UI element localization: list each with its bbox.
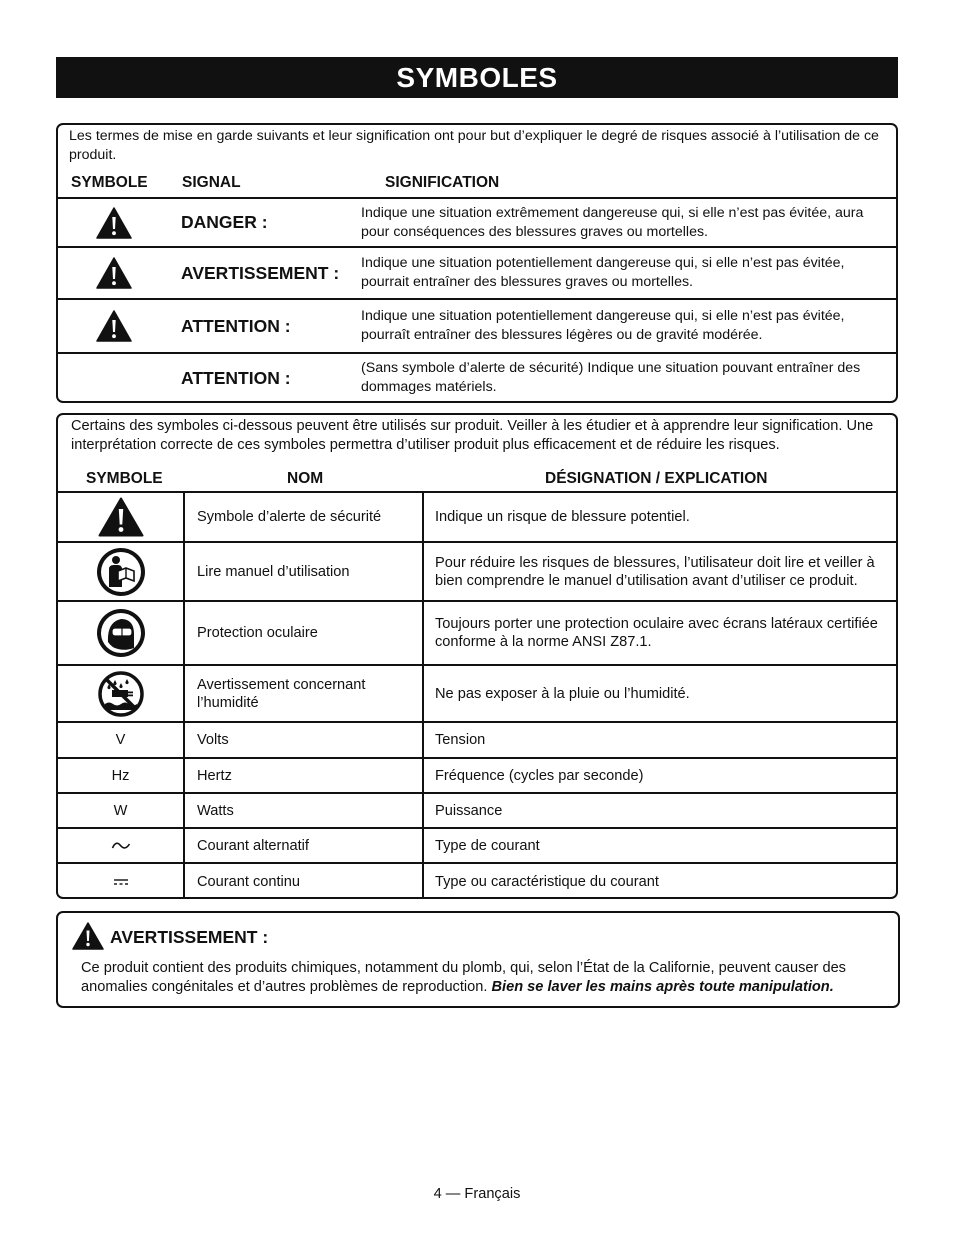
- symbols-box: [56, 413, 898, 899]
- signal-label: DANGER :: [181, 212, 268, 232]
- page-footer: 4 — Français: [433, 1186, 521, 1202]
- symbol-name: Courant alternatif: [197, 837, 309, 854]
- signal-row-danger: [58, 199, 896, 246]
- symbol-row: [58, 602, 896, 664]
- warning-emphasis: Bien se laver les mains après toute manipulation.: [491, 979, 834, 995]
- symbol-designation: Indique un risque de blessure potentiel.: [435, 509, 690, 525]
- signal-label: AVERTISSEMENT :: [181, 262, 340, 283]
- alert-triangle-icon: [98, 497, 144, 537]
- signal-words-intro: Les termes de mise en garde suivants et leur signification ont pour but d’expliquer le degré de risques associé à l’utilisation de ce produit.: [69, 128, 879, 163]
- alert-triangle-icon: [96, 310, 132, 342]
- symbol-row: [58, 864, 896, 899]
- watts-symbol: W: [113, 802, 128, 819]
- header-signification: SIGNIFICATION: [385, 174, 500, 191]
- alert-triangle-icon: [96, 257, 132, 289]
- signal-row-attention: [58, 300, 896, 352]
- symbol-designation: Toujours porter une protection oculaire avec écrans latéraux certifiée conforme à la norme ANSI Z87.1.: [435, 616, 878, 650]
- hertz-symbol: Hz: [111, 767, 130, 784]
- symbol-designation: Puissance: [435, 802, 503, 819]
- symbol-designation: Type de courant: [435, 837, 540, 854]
- signal-row-avertissement: [58, 248, 896, 298]
- symbol-name: Watts: [197, 802, 234, 819]
- signal-label: ATTENTION :: [181, 367, 291, 388]
- signal-meaning: Indique une situation potentiellement dangereuse qui, si elle n’est pas évitée, pourraît entraîner des blessures légères ou de gravité modérée.: [361, 308, 845, 343]
- warning-text: [81, 959, 893, 997]
- symbol-row: [58, 666, 896, 721]
- header-symbole: SYMBOLE: [86, 470, 163, 487]
- alternating-current-icon: [111, 839, 131, 853]
- header-symbole: SYMBOLE: [71, 174, 148, 191]
- symbol-row: [58, 493, 896, 541]
- symbol-row: [58, 759, 896, 792]
- signal-meaning: (Sans symbole d’alerte de sécurité) Indique une situation pouvant entraîner des dommages matériels.: [361, 360, 861, 395]
- symbol-name: Protection oculaire: [197, 625, 318, 641]
- symbol-row: [58, 543, 896, 600]
- no-wet-conditions-icon: [97, 670, 145, 718]
- volts-symbol: V: [115, 732, 126, 748]
- eye-protection-icon: [96, 608, 146, 658]
- signal-meaning: Indique une situation extrêmement dangereuse qui, si elle n’est pas évitée, aura pour conséquences des blessures graves ou mortelles.: [361, 204, 864, 240]
- symbol-name: Courant continu: [197, 873, 301, 890]
- header-signal: SIGNAL: [182, 174, 241, 191]
- symbol-designation: Pour réduire les risques de blessures, l’utilisateur doit lire et veiller à bien comprendre le manuel d’utilisation avant d’utiliser ce produit.: [435, 554, 875, 589]
- symbol-name: Lire manuel d’utilisation: [197, 563, 350, 580]
- symbol-row: [58, 794, 896, 827]
- warning-box: [56, 911, 900, 1008]
- symbol-designation: Tension: [435, 732, 486, 748]
- symbol-name: Symbole d’alerte de sécurité: [197, 509, 382, 525]
- symbol-designation: Ne pas exposer à la pluie ou l’humidité.: [435, 685, 690, 702]
- alert-triangle-icon: [96, 207, 132, 239]
- read-manual-icon: [96, 547, 146, 597]
- signal-words-box: [56, 123, 898, 403]
- symbol-name: Avertissement concernant l’humidité: [197, 676, 366, 711]
- symbol-name: Volts: [197, 732, 229, 748]
- signal-row-attention-no-symbol: [58, 354, 896, 402]
- symbol-row: [58, 723, 896, 757]
- warning-title: AVERTISSEMENT :: [110, 927, 269, 947]
- signal-label: ATTENTION :: [181, 315, 291, 336]
- header-nom: NOM: [287, 470, 324, 487]
- signal-meaning: Indique une situation potentiellement dangereuse qui, si elle n’est pas évitée, pourrait entraîner des blessures graves ou mortelles.: [361, 255, 845, 290]
- alert-triangle-icon: [72, 922, 104, 950]
- direct-current-icon: [113, 877, 129, 887]
- symbol-name: Hertz: [197, 767, 232, 784]
- page-title: SYMBOLES: [56, 57, 898, 98]
- header-designation: DÉSIGNATION / EXPLICATION: [545, 470, 768, 487]
- symbol-row: [58, 829, 896, 862]
- symbol-designation: Type ou caractéristique du courant: [435, 873, 659, 890]
- warning-body: Ce produit contient des produits chimiques, notamment du plomb, qui, selon l’État de la Californie, peuvent causer des anomalies congénitales et d’autres problèmes de reproduction.: [81, 960, 846, 995]
- symbols-intro: Certains des symboles ci-dessous peuvent être utilisés sur produit. Veiller à les étudier et à apprendre leur signification. Une interprétation correcte de ces symboles permettra d’utiliser produit plus efficacement et de réduire les risques.: [71, 418, 874, 453]
- symbol-designation: Fréquence (cycles par seconde): [435, 767, 644, 784]
